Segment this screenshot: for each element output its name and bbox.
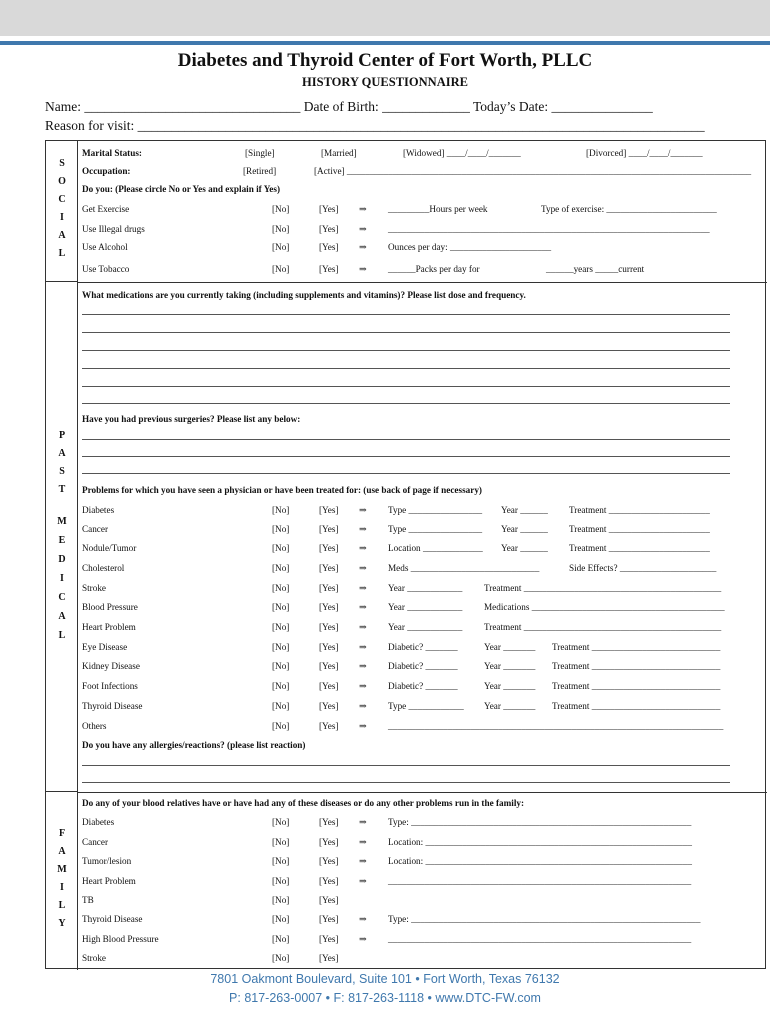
no-option[interactable]: [No] bbox=[272, 681, 290, 691]
arrow-icon: ⇒ bbox=[359, 264, 367, 274]
social-row-label: Use Illegal drugs bbox=[82, 224, 145, 234]
form-subtitle: HISTORY QUESTIONNAIRE bbox=[302, 75, 468, 89]
family-label-cell bbox=[46, 792, 78, 970]
detail-field[interactable]: Year ______ bbox=[501, 524, 548, 534]
no-option[interactable]: [No] bbox=[272, 934, 290, 944]
no-option[interactable]: [No] bbox=[272, 953, 290, 963]
yes-option[interactable]: [Yes] bbox=[319, 895, 339, 905]
answer-line[interactable] bbox=[82, 439, 730, 440]
medical-row-label: Blood Pressure bbox=[82, 602, 138, 612]
arrow-icon: ⇒ bbox=[359, 242, 367, 252]
medical-row-label: Kidney Disease bbox=[82, 661, 140, 671]
answer-line[interactable] bbox=[82, 473, 730, 474]
label-letter: A bbox=[58, 611, 66, 622]
arrow-icon: ⇒ bbox=[359, 524, 367, 534]
medical-row-label: Diabetes bbox=[82, 505, 115, 515]
detail-field[interactable]: __________________________________________________________________ bbox=[388, 876, 692, 886]
label-letter: I bbox=[60, 573, 64, 584]
past-medical-vertical-label bbox=[46, 431, 78, 650]
family-row-label: Stroke bbox=[82, 953, 106, 963]
arrow-icon: ⇒ bbox=[359, 876, 367, 886]
arrow-icon: ⇒ bbox=[359, 642, 367, 652]
label-letter: M bbox=[57, 864, 67, 875]
arrow-icon: ⇒ bbox=[359, 583, 367, 593]
no-option[interactable]: [No] bbox=[272, 224, 290, 234]
detail-field[interactable]: Year ______ bbox=[501, 543, 548, 553]
medications-question: What medications are you currently taking (including supplements and vitamins)? Please list dose and frequency. bbox=[82, 290, 526, 300]
top-gray-bar bbox=[0, 0, 770, 36]
detail-field[interactable]: Treatment ______________________ bbox=[569, 543, 710, 553]
answer-line[interactable] bbox=[82, 350, 730, 351]
label-letter: L bbox=[58, 630, 66, 641]
arrow-icon: ⇒ bbox=[359, 817, 367, 827]
answer-line[interactable] bbox=[82, 403, 730, 404]
family-row-label: Cancer bbox=[82, 837, 109, 847]
no-option[interactable]: [No] bbox=[272, 583, 290, 593]
detail-field[interactable]: Treatment ______________________ bbox=[569, 505, 710, 515]
surgeries-question: Have you had previous surgeries? Please list any below: bbox=[82, 414, 301, 424]
yes-option[interactable]: [Yes] bbox=[319, 524, 339, 534]
no-option[interactable]: [No] bbox=[272, 524, 290, 534]
detail-field[interactable]: Diabetic? _______ bbox=[388, 642, 458, 652]
medical-row-label: Cancer bbox=[82, 524, 109, 534]
footer-contact: P: 817-263-0007 • F: 817-263-1118 • www.DTC-FW.com bbox=[229, 991, 541, 1005]
label-letter: L bbox=[58, 248, 66, 259]
detail-field[interactable]: _________Hours per week bbox=[388, 204, 488, 214]
reason-for-visit-line[interactable]: Reason for visit: ____________________________________________________________________________________ bbox=[45, 118, 705, 133]
yes-option[interactable]: [Yes] bbox=[319, 204, 339, 214]
yes-option[interactable]: [Yes] bbox=[319, 837, 339, 847]
detail-field[interactable]: Type ________________ bbox=[388, 524, 483, 534]
questionnaire-box bbox=[45, 140, 766, 969]
marital-married-option[interactable]: [Married] bbox=[321, 148, 357, 158]
answer-line[interactable] bbox=[82, 765, 730, 766]
arrow-icon: ⇒ bbox=[359, 856, 367, 866]
detail-field[interactable]: Diabetic? _______ bbox=[388, 661, 458, 671]
family-row-label: High Blood Pressure bbox=[82, 934, 159, 944]
occupation-label: Occupation: bbox=[82, 166, 131, 176]
label-letter bbox=[46, 503, 78, 517]
answer-line[interactable] bbox=[82, 782, 730, 783]
detail-field[interactable]: __________________________________________________________________ bbox=[388, 934, 692, 944]
label-letter: Y bbox=[58, 918, 66, 929]
marital-divorced-option[interactable]: [Divorced] ____/____/_______ bbox=[586, 148, 703, 158]
arrow-icon: ⇒ bbox=[359, 721, 367, 731]
social-row-label: Get Exercise bbox=[82, 204, 130, 214]
label-letter: M bbox=[57, 516, 67, 527]
no-option[interactable]: [No] bbox=[272, 505, 290, 515]
label-letter: F bbox=[58, 828, 66, 839]
medical-row-label: Nodule/Tumor bbox=[82, 543, 137, 553]
detail-field[interactable]: Type of exercise: ________________________ bbox=[541, 204, 717, 214]
social-row-label: Use Alcohol bbox=[82, 242, 128, 252]
yes-option[interactable]: [Yes] bbox=[319, 701, 339, 711]
name-dob-date-line[interactable]: Name: ________________________________ Date of Birth: _____________ Today’s Date: _______________ bbox=[45, 99, 653, 114]
yes-option[interactable]: [Yes] bbox=[319, 914, 339, 924]
label-letter: L bbox=[58, 900, 66, 911]
detail-field[interactable]: Location: __________________________________________________________ bbox=[388, 837, 692, 847]
detail-field[interactable]: Year _______ bbox=[484, 661, 536, 671]
detail-field[interactable]: Year ______ bbox=[501, 505, 548, 515]
no-option[interactable]: [No] bbox=[272, 914, 290, 924]
label-letter: D bbox=[58, 554, 66, 565]
label-letter: C bbox=[58, 592, 66, 603]
detail-field[interactable]: Medications __________________________________________ bbox=[484, 602, 725, 612]
problems-question: Problems for which you have seen a physician or have been treated for: (use back of page if necessary) bbox=[82, 485, 482, 495]
family-row-label: Diabetes bbox=[82, 817, 115, 827]
no-option[interactable]: [No] bbox=[272, 543, 290, 553]
arrow-icon: ⇒ bbox=[359, 602, 367, 612]
medical-row-label: Eye Disease bbox=[82, 642, 128, 652]
past-medical-section bbox=[78, 282, 767, 793]
label-letter: S bbox=[59, 466, 65, 477]
no-option[interactable]: [No] bbox=[272, 876, 290, 886]
no-option[interactable]: [No] bbox=[272, 661, 290, 671]
marital-single-option[interactable]: [Single] bbox=[245, 148, 275, 158]
arrow-icon: ⇒ bbox=[359, 914, 367, 924]
medical-row-label: Foot Infections bbox=[82, 681, 138, 691]
detail-field[interactable]: Treatment ____________________________ bbox=[552, 701, 721, 711]
answer-line[interactable] bbox=[82, 386, 730, 387]
medical-row-label: Stroke bbox=[82, 583, 106, 593]
label-letter: E bbox=[58, 535, 66, 546]
occupation-active-option[interactable]: [Active] ________________________________________________________________________________________ bbox=[314, 166, 752, 176]
no-option[interactable]: [No] bbox=[272, 817, 290, 827]
no-option[interactable]: [No] bbox=[272, 837, 290, 847]
yes-option[interactable]: [Yes] bbox=[319, 242, 339, 252]
header-blue-rule bbox=[0, 41, 770, 45]
label-letter: P bbox=[58, 430, 66, 441]
arrow-icon: ⇒ bbox=[359, 622, 367, 632]
clinic-title: Diabetes and Thyroid Center of Fort Worth, PLLC bbox=[177, 50, 593, 71]
detail-field[interactable]: Year ____________ bbox=[388, 583, 463, 593]
detail-field[interactable]: Type ____________ bbox=[388, 701, 464, 711]
detail-field[interactable]: Treatment ____________________________ bbox=[552, 642, 721, 652]
arrow-icon: ⇒ bbox=[359, 701, 367, 711]
arrow-icon: ⇒ bbox=[359, 661, 367, 671]
marital-widowed-option[interactable]: [Widowed] ____/____/_______ bbox=[403, 148, 521, 158]
label-letter: S bbox=[59, 158, 65, 169]
label-letter: A bbox=[58, 846, 66, 857]
answer-line[interactable] bbox=[82, 332, 730, 333]
answer-line[interactable] bbox=[82, 314, 730, 315]
no-option[interactable]: [No] bbox=[272, 856, 290, 866]
answer-line[interactable] bbox=[82, 368, 730, 369]
no-option[interactable]: [No] bbox=[272, 264, 290, 274]
no-option[interactable]: [No] bbox=[272, 563, 290, 573]
yes-option[interactable]: [Yes] bbox=[319, 622, 339, 632]
no-option[interactable]: [No] bbox=[272, 602, 290, 612]
detail-field[interactable]: Meds ____________________________ bbox=[388, 563, 540, 573]
no-option[interactable]: [No] bbox=[272, 721, 290, 731]
yes-option[interactable]: [Yes] bbox=[319, 661, 339, 671]
label-letter: T bbox=[58, 484, 66, 495]
yes-option[interactable]: [Yes] bbox=[319, 583, 339, 593]
yes-option[interactable]: [Yes] bbox=[319, 856, 339, 866]
medical-row-label: Heart Problem bbox=[82, 622, 136, 632]
yes-option[interactable]: [Yes] bbox=[319, 505, 339, 515]
detail-field[interactable]: Type: _____________________________________________________________ bbox=[388, 817, 692, 827]
detail-field[interactable]: Treatment ______________________ bbox=[569, 524, 710, 534]
medical-row-label: Thyroid Disease bbox=[82, 701, 143, 711]
detail-field[interactable]: Year _______ bbox=[484, 701, 536, 711]
past-medical-label-cell bbox=[46, 282, 78, 792]
arrow-icon: ⇒ bbox=[359, 563, 367, 573]
detail-field[interactable]: Location _____________ bbox=[388, 543, 483, 553]
detail-field[interactable]: ______years _____current bbox=[546, 264, 645, 274]
no-option[interactable]: [No] bbox=[272, 895, 290, 905]
yes-option[interactable]: [Yes] bbox=[319, 934, 339, 944]
arrow-icon: ⇒ bbox=[359, 934, 367, 944]
detail-field[interactable]: Treatment ___________________________________________ bbox=[484, 622, 722, 632]
detail-field[interactable]: Type ________________ bbox=[388, 505, 483, 515]
detail-field[interactable]: Side Effects? _____________________ bbox=[569, 563, 717, 573]
arrow-icon: ⇒ bbox=[359, 505, 367, 515]
detail-field[interactable]: Treatment ____________________________ bbox=[552, 681, 721, 691]
label-letter: I bbox=[60, 212, 64, 223]
yes-option[interactable]: [Yes] bbox=[319, 642, 339, 652]
yes-option[interactable]: [Yes] bbox=[319, 876, 339, 886]
no-option[interactable]: [No] bbox=[272, 242, 290, 252]
detail-field[interactable]: Type: _______________________________________________________________ bbox=[388, 914, 701, 924]
medical-row-label: Others bbox=[82, 721, 107, 731]
no-option[interactable]: [No] bbox=[272, 701, 290, 711]
arrow-icon: ⇒ bbox=[359, 543, 367, 553]
occupation-retired-option[interactable]: [Retired] bbox=[243, 166, 277, 176]
detail-field[interactable]: Year _______ bbox=[484, 642, 536, 652]
social-vertical-label bbox=[46, 159, 78, 267]
yes-option[interactable]: [Yes] bbox=[319, 602, 339, 612]
arrow-icon: ⇒ bbox=[359, 204, 367, 214]
allergies-question: Do you have any allergies/reactions? (please list reaction) bbox=[82, 740, 306, 750]
family-row-label: Heart Problem bbox=[82, 876, 136, 886]
do-you-instruction: Do you: (Please circle No or Yes and explain if Yes) bbox=[82, 184, 281, 194]
detail-field[interactable]: Ounces per day: ______________________ bbox=[388, 242, 552, 252]
detail-field[interactable]: _________________________________________________________________________ bbox=[388, 721, 724, 731]
detail-field[interactable]: Year ____________ bbox=[388, 602, 463, 612]
no-option[interactable]: [No] bbox=[272, 622, 290, 632]
yes-option[interactable]: [Yes] bbox=[319, 953, 339, 963]
yes-option[interactable]: [Yes] bbox=[319, 817, 339, 827]
family-question: Do any of your blood relatives have or have had any of these diseases or do any other problems run in the family: bbox=[82, 798, 525, 808]
detail-field[interactable]: Location: __________________________________________________________ bbox=[388, 856, 692, 866]
family-row-label: Thyroid Disease bbox=[82, 914, 143, 924]
yes-option[interactable]: [Yes] bbox=[319, 681, 339, 691]
yes-option[interactable]: [Yes] bbox=[319, 543, 339, 553]
label-letter: A bbox=[58, 448, 66, 459]
family-row-label: TB bbox=[82, 895, 94, 905]
detail-field[interactable]: Year _______ bbox=[484, 681, 536, 691]
no-option[interactable]: [No] bbox=[272, 204, 290, 214]
yes-option[interactable]: [Yes] bbox=[319, 264, 339, 274]
footer-address: 7801 Oakmont Boulevard, Suite 101 • Fort Worth, Texas 76132 bbox=[210, 972, 560, 986]
arrow-icon: ⇒ bbox=[359, 681, 367, 691]
detail-field[interactable]: Year ____________ bbox=[388, 622, 463, 632]
arrow-icon: ⇒ bbox=[359, 837, 367, 847]
label-letter: I bbox=[60, 882, 64, 893]
no-option[interactable]: [No] bbox=[272, 642, 290, 652]
social-section-label-cell bbox=[46, 141, 78, 282]
detail-field[interactable]: Diabetic? _______ bbox=[388, 681, 458, 691]
marital-status-label: Marital Status: bbox=[82, 148, 142, 158]
family-row-label: Tumor/lesion bbox=[82, 856, 132, 866]
label-letter: A bbox=[58, 230, 66, 241]
arrow-icon: ⇒ bbox=[359, 224, 367, 234]
yes-option[interactable]: [Yes] bbox=[319, 721, 339, 731]
yes-option[interactable]: [Yes] bbox=[319, 224, 339, 234]
social-row-label: Use Tobacco bbox=[82, 264, 130, 274]
detail-field[interactable]: ______Packs per day for bbox=[388, 264, 480, 274]
detail-field[interactable]: Treatment ___________________________________________ bbox=[484, 583, 722, 593]
label-letter: O bbox=[58, 176, 66, 187]
detail-field[interactable]: Treatment ____________________________ bbox=[552, 661, 721, 671]
family-vertical-label bbox=[46, 829, 78, 937]
medical-row-label: Cholesterol bbox=[82, 563, 125, 573]
answer-line[interactable] bbox=[82, 456, 730, 457]
label-letter: C bbox=[58, 194, 66, 205]
detail-field[interactable]: ______________________________________________________________________ bbox=[388, 224, 710, 234]
yes-option[interactable]: [Yes] bbox=[319, 563, 339, 573]
